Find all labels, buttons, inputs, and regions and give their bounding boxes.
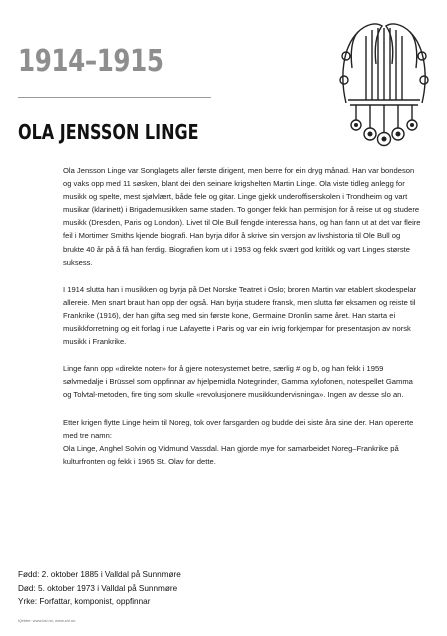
paragraph-4: Etter krigen flytte Linge heim til Noreg, tok over farsgarden og budde dei siste åra sine der. Han opererte med tre namn: [63,417,414,440]
heading-divider [18,97,211,98]
paragraph-1: Ola Jensson Linge var Songlagets aller første dirigent, men berre for ein dryg månad. Han var bondeson og vaks opp med 11 søsken, blant dei den seinare krigshelten Martin Linge. Ola viste tidleg anlegg for musikk og spelte, mest sjølvlært, både fele og gitar. Linge gjekk underoffiserskolen i Trondheim og vart musikar (klarinett) i Brigademusikken same staden. To gonger fekk han permisjon for å reise ut og studere musikk (Dresden, Paris og London). Livet til Ole Bull fengde interessa hans, og han fann ut at det var fleire feil i Mortimer Smiths kjende biografi. Han byrja difor å skrive sin versjon av livshistoria til Ole Bull og brukte 40 år på å få han ferdig. Biografien kom ut i 1953 og fekk svært god kritikk og vart Linges største suksess. [63,166,421,267]
source-note: Kjelder: www.bsl.no, www.snl.no [18,618,76,623]
person-name-heading: OLA JENSSON LINGE [18,120,199,144]
paragraph-2: I 1914 slutta han i musikken og byrja på Det Norske Teatret i Oslo; broren Martin var etablert skodespelar allereie. Men snart braut han opp der også. Han byrja studere fransk, men slutta før eksamen og reiste til Frankrike (1916), der han gifta seg med sin første kone, Germaine Dronlin same året. Han starta ei musikkforretning og eit forlag i rue Lafayette i Paris og var ein ivrig forkjempar for presentasjon av norsk musikk i Frankrike. [63,284,417,347]
paragraph-5: Ola Linge, Anghel Solvin og Vidmund Vassdal. Han gjorde mye for samarbeidet Noreg–Frankrike på kulturfronten og fekk i 1965 St. Olav for dette. [63,443,399,466]
paragraph-3: Linge fann opp «direkte noter» for å gjere notesystemet betre, særlig # og b, og han fekk i 1959 sølvmedalje i Brüssel som oppfinnar av hjelpemidla Notegrinder, Gamma xylofonen, notespellet Gamma og Tolvtal-metoden, fire ting som skulle «revolusjonere musikkundervisninga». Ingen av desse slo an. [63,364,413,400]
lyre-emblem-icon [336,8,432,156]
death-fact: Død: 5. oktober 1973 i Valldal på Sunnmøre [18,583,178,593]
occupation-fact: Yrke: Forfattar, komponist, oppfinnar [18,597,151,606]
facts-block [18,568,181,609]
biography-text [63,164,423,482]
years-heading: 1914–1915 [18,44,164,79]
birth-fact: Fødd: 2. oktober 1885 i Valldal på Sunnmøre [18,570,181,579]
